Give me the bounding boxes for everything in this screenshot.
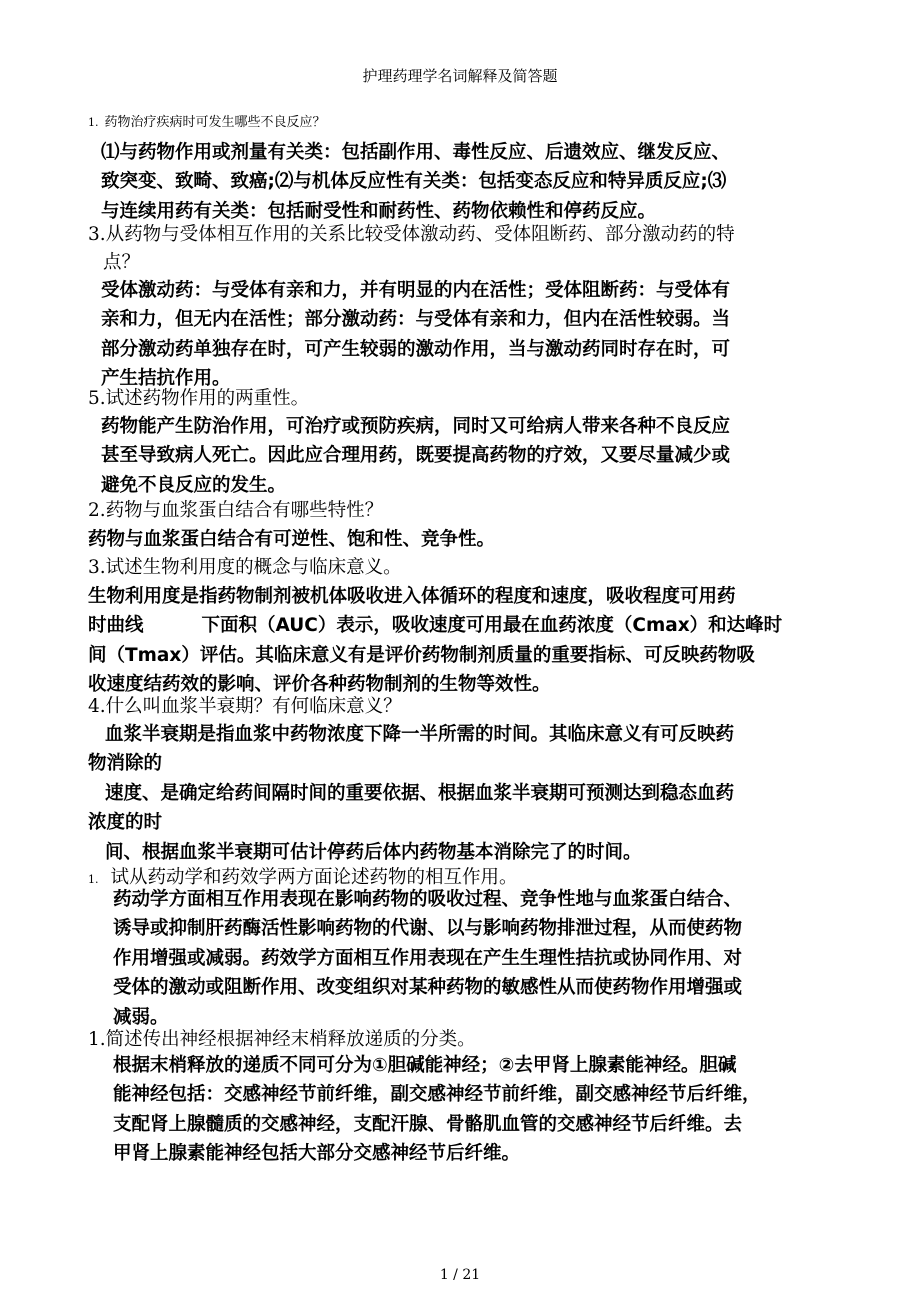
answer-line: 诱导或抑制肝药酶活性影响药物的代谢、以与影响药物排泄过程，从而使药物 — [113, 918, 743, 940]
answer-2 — [101, 276, 730, 394]
question-5 — [88, 554, 860, 582]
answer-line: 受体激动药：与受体有亲和力，并有明显的内在活性；受体阻断药：与受体有 — [101, 280, 731, 301]
answer-line: ⑴与药物作用或剂量有关类：包括副作用、毒性反应、后遗效应、继发反应、 — [101, 142, 731, 163]
question-text: 药物治疗疾病时可发生哪些不良反应？ — [104, 115, 326, 130]
answer-fragment: 时曲线 — [88, 615, 144, 637]
answer-line: 药物能产生防治作用，可治疗或预防疾病，同时又可给病人带来各种不良反应 — [101, 416, 731, 437]
page-number: 1 / 21 — [439, 1267, 481, 1283]
answer-line: 血浆半衰期是指血浆中药物浓度下降一半所需的时间。其临床意义有可反映药 — [105, 724, 735, 745]
question-6 — [88, 693, 860, 721]
answer-7 — [113, 885, 742, 1032]
question-text: 从药物与受体相互作用的关系比较受体激动药、受体阻断药、部分激动药的特 — [105, 224, 735, 245]
question-text: 试从药动学和药效学两方面论述药物的相互作用。 — [110, 867, 518, 888]
question-number: 4. — [88, 696, 106, 717]
question-1 — [88, 113, 860, 133]
answer-line: 间（Tmax）评估。其临床意义有是评价药物制剂质量的重要指标、可反映药物吸 — [88, 644, 755, 666]
answer-line: 浓度的时 — [88, 812, 163, 834]
question-text: 什么叫血浆半衰期？有何临床意义？ — [105, 696, 402, 717]
question-2 — [88, 221, 860, 249]
question-8 — [88, 1026, 860, 1054]
answer-1 — [101, 138, 730, 226]
question-number: 3. — [88, 557, 106, 578]
answer-4 — [88, 525, 495, 554]
answer-line: 部分激动药单独存在时，可产生较弱的激动作用，当与激动药同时存在时，可 — [101, 338, 731, 360]
answer-line: 作用增强或减弱。药效学方面相互作用表现在产生生理性拮抗或协同作用、对 — [113, 947, 743, 969]
answer-line: 支配肾上腺髓质的交感神经，支配汗腺、骨骼肌血管的交感神经节后纤维。去 — [113, 1113, 743, 1135]
question-number: 1. — [88, 116, 99, 129]
question-number: 1. — [88, 873, 99, 886]
answer-line — [88, 611, 782, 640]
answer-line: 物消除的 — [88, 753, 163, 775]
answer-line: 致突变、致畸、致癌;⑵与机体反应性有关类：包括变态反应和特异质反应;⑶ — [101, 171, 727, 193]
question-number: 2. — [88, 500, 106, 521]
answer-8 — [113, 1051, 761, 1169]
answer-line: 受体的激动或阻断作用、改变组织对某种药物的敏感性从而使药物作用增强或 — [113, 977, 743, 999]
answer-fragment: 下面积（AUC）表示，吸收速度可用最在血药浓度（Cmax）和达峰时 — [201, 615, 783, 637]
answer-line: 生物利用度是指药物制剂被机体吸收进入体循环的程度和速度，吸收程度可用药 — [88, 586, 736, 607]
answer-line: 药物与血浆蛋白结合有可逆性、饱和性、竞争性。 — [88, 529, 496, 550]
answer-line: 与连续用药有关类：包括耐受性和耐药性、药物依赖性和停药反应。 — [101, 200, 657, 222]
answer-5 — [88, 582, 782, 700]
answer-line: 根据末梢释放的递质不同可分为①胆碱能神经；②去甲肾上腺素能神经。胆碱 — [113, 1055, 737, 1076]
question-number: 3. — [88, 224, 106, 245]
question-text: 药物与血浆蛋白结合有哪些特性？ — [105, 500, 384, 521]
answer-line: 能神经包括：交感神经节前纤维，副交感神经节前纤维，副交感神经节后纤维， — [113, 1084, 761, 1106]
answer-line: 避免不良反应的发生。 — [101, 474, 287, 496]
question-text: 简述传出神经根据神经末梢释放递质的分类。 — [105, 1029, 476, 1050]
question-text: 试述药物作用的两重性。 — [105, 388, 310, 409]
answer-line: 收速度结药效的影响、评价各种药物制剂的生物等效性。 — [88, 674, 551, 696]
answer-line: 速度、是确定给药间隔时间的重要依据、根据血浆半衰期可预测达到稳态血药 — [105, 782, 735, 804]
answer-6 — [88, 720, 734, 867]
answer-line: 甚至导致病人死亡。因此应合理用药，既要提高药物的疗效，又要尽量减少或 — [101, 445, 731, 467]
question-4 — [88, 497, 860, 525]
answer-line: 产生拮抗作用。 — [101, 368, 231, 390]
question-text: 试述生物利用度的概念与临床意义。 — [105, 557, 402, 578]
question-2-continued: 点？ — [103, 252, 141, 273]
answer-line: 减弱。 — [113, 1006, 169, 1028]
page-title: 护理药理学名词解释及简答题 — [362, 67, 558, 85]
question-3 — [88, 385, 860, 413]
question-number: 1. — [88, 1029, 106, 1050]
answer-3 — [101, 412, 730, 500]
answer-line: 甲肾上腺素能神经包括大部分交感神经节后纤维。 — [113, 1143, 521, 1165]
answer-line: 亲和力，但无内在活性；部分激动药：与受体有亲和力，但内在活性较弱。当 — [101, 309, 731, 331]
answer-line: 药动学方面相互作用表现在影响药物的吸收过程、竞争性地与血浆蛋白结合、 — [113, 889, 743, 910]
answer-line: 间、根据血浆半衰期可估计停药后体内药物基本消除完了的时间。 — [105, 841, 642, 863]
question-number: 5. — [88, 388, 106, 409]
